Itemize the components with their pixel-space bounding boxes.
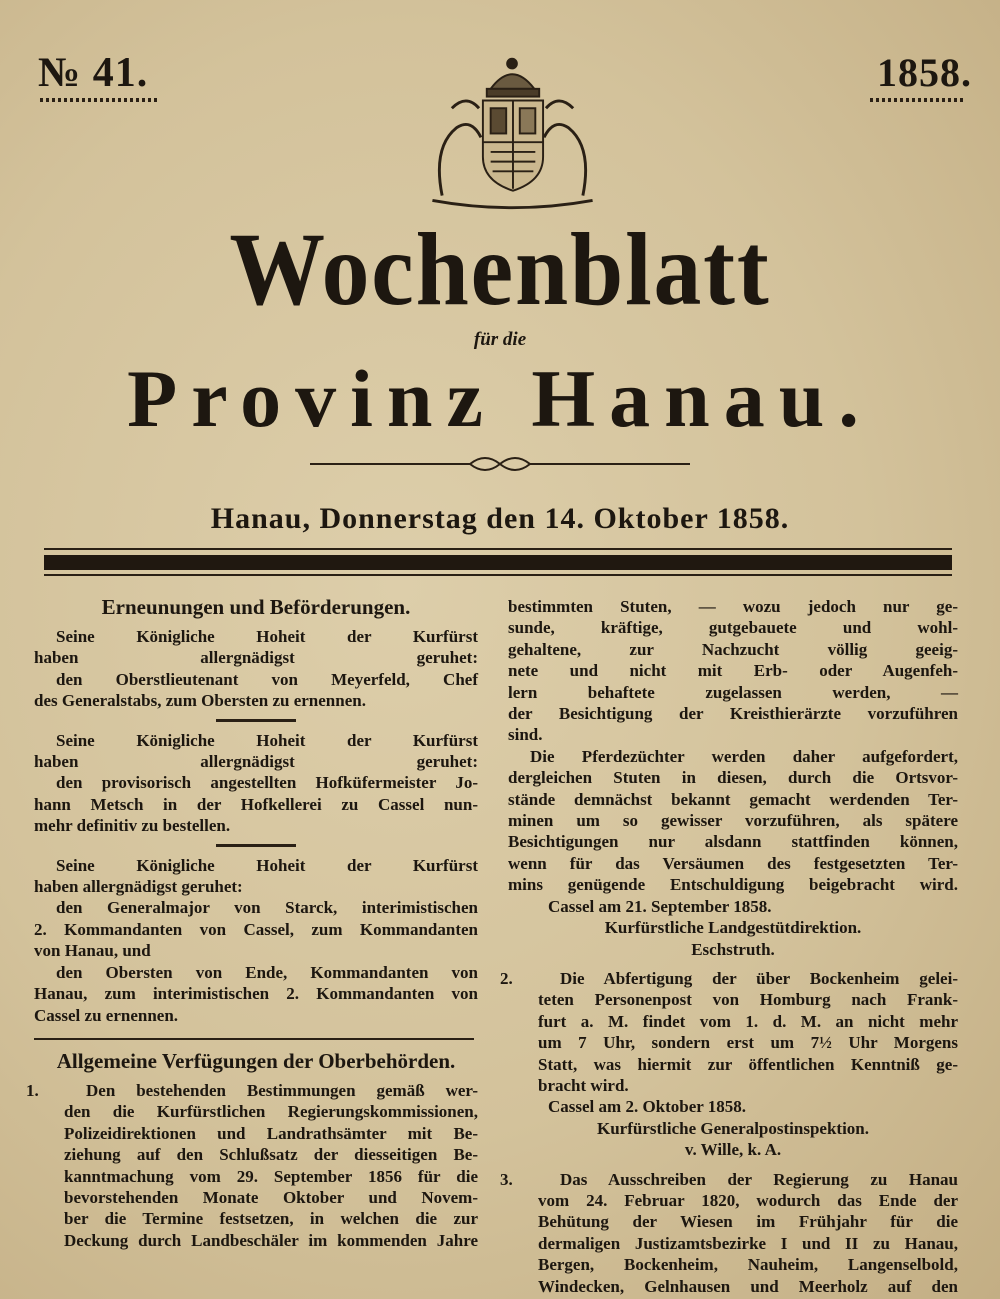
text-line: furt a. M. findet vom 1. d. M. an nicht mehr [538,1011,958,1031]
text-line: vom 24. Februar 1820, wodurch das Ende der [538,1190,958,1210]
text-line: um 7 Uhr, sondern erst um 7½ Uhr Morgens [538,1033,958,1053]
header-rule-thick [44,555,952,570]
signature-line: Kurfürstliche Landgestütdirektion. [604,918,862,938]
place-date-line: Cassel am 21. September 1858. [548,896,772,916]
spacer [508,960,958,968]
numbered-item [500,1169,958,1297]
text-line: lern behaftete zugelassen werden, — [508,682,958,702]
text-line: mehr definitiv zu bestellen. [34,816,231,836]
issue-underline [40,98,160,102]
issue-year: 1858. [877,50,972,95]
title-connector: für die [473,329,527,350]
text-line: 2. Kommandanten von Cassel, zum Kommandanten [34,919,478,939]
text-line: von Hanau, und [34,941,151,961]
text-line: den Oberstlieutenant von Meyerfeld, Chef [56,669,478,689]
paragraph [508,596,958,746]
text-line: Deckung durch Landbeschäler im kommenden Jahre [64,1230,478,1250]
text-line: sunde, kräftige, gutgebauete und wohl- [508,618,958,638]
newspaper-title: Wochenblatt [229,212,771,327]
text-line: ziehung auf den Schlußsatz der diesseitigen Be- [64,1145,478,1165]
text-line: Den bestehenden Bestimmungen gemäß wer- [86,1080,478,1100]
text-line: Polizeidirektionen und Landrathsämter mit Be- [64,1123,478,1143]
text-line: den Obersten von Ende, Kommandanten von [56,962,478,982]
text-line: Seine Königliche Hoheit der Kurfürst [56,855,478,875]
text-line: Besichtigungen nur alsdann stattfinden können, [508,832,958,852]
text-line: Die Pferdezüchter werden daher aufgefordert, [530,746,958,766]
text-line: mins genügende Entschuldigung beigebracht wird. [508,875,958,895]
year-underline [870,98,965,102]
newspaper-subtitle: Provinz Hanau. [127,353,873,444]
numbered-item [500,968,958,1096]
text-line: haben allergnädigst geruhet: [34,877,243,897]
signature-line: Eschstruth. [691,939,775,959]
paragraph [34,855,478,1026]
text-line: den Generalmajor von Starck, interimistischen [56,898,478,918]
item-number: 1. [26,1080,39,1100]
header-rule [44,548,952,550]
text-line: der Besichtigung der Kreisthierärzte vorzuführen [508,704,958,724]
issue-number: № 41. [38,50,149,96]
right-column [500,596,958,1297]
left-column [26,592,478,1251]
text-line: wenn für das Versäumen des festgesetzten Ter- [508,853,958,873]
paragraph [34,730,478,837]
section-divider [216,719,296,722]
text-line: Hanau, zum interimistischen 2. Kommandanten von [34,984,478,1004]
text-line: sind. [508,725,543,745]
place-date-line: Cassel am 2. Oktober 1858. [548,1097,747,1117]
text-line: den die Kurfürstlichen Regierungskommissionen, [64,1102,478,1122]
text-line: Die Abfertigung der über Bockenheim gelei- [560,968,958,988]
section-divider [34,1038,474,1040]
coat-of-arms-icon [420,50,605,215]
item-number: 2. [500,968,513,988]
signature-line: Kurfürstliche Generalpostinspektion. [596,1118,869,1138]
dateline: Hanau, Donnerstag den 14. Oktober 1858. [210,502,790,535]
text-line: den provisorisch angestellten Hofküfermeister Jo- [56,773,478,793]
section-heading: Erneunungen und Beförderungen. [101,595,411,619]
section-divider [216,844,296,847]
ornament-divider-icon [160,452,840,476]
text-line: minen um so gewisser vorzuführen, als spätere [508,811,958,831]
text-line: Bergen, Bockenheim, Nauheim, Langenselbold, [538,1255,958,1275]
text-line: ber die Termine festsetzen, in welchen die zur [64,1209,478,1229]
signature-line: v. Wille, k. A. [684,1140,782,1160]
text-line: Das Ausschreiben der Regierung zu Hanau [560,1169,958,1189]
item-number: 3. [500,1169,513,1189]
spacer [508,1161,958,1169]
text-line: Windecken, Gelnhausen und Meerholz auf den [538,1276,958,1296]
text-line: teten Personenpost von Homburg nach Frank- [538,990,958,1010]
header-rule [44,574,952,576]
text-line: nete und nicht mit Erb- oder Augenfeh- [508,661,958,681]
text-line: dermaligen Justizamtsbezirke I und II zu Hanau, [538,1233,958,1253]
text-line: Seine Königliche Hoheit der Kurfürst [56,627,478,646]
text-line: Statt, was hiermit zur öffentlichen Kenntniß ge- [538,1054,958,1074]
text-line: bevorstehenden Monate Oktober und Novem- [64,1187,478,1207]
text-line: haben allergnädigst geruhet: [34,752,478,772]
text-line: Seine Königliche Hoheit der Kurfürst [56,730,478,750]
text-line: hann Metsch in der Hofkellerei zu Cassel nun- [34,794,478,814]
text-line: haben allergnädigst geruhet: [34,648,478,668]
text-line: kanntmachung vom 29. September 1856 für die [64,1166,478,1186]
text-line: des Generalstabs, zum Obersten zu ernennen. [34,691,366,711]
paragraph [34,626,478,712]
text-line: bracht wird. [538,1075,629,1095]
section-heading: Allgemeine Verfügungen der Oberbehörden. [56,1048,456,1073]
text-line: Behütung der Wiesen im Frühjahr für die [538,1212,958,1232]
text-line: stände demnächst bekannt gemacht werdenden Ter- [508,789,958,809]
text-line: dergleichen Stuten in diesen, durch die Ortsvor- [508,768,958,788]
text-line: bestimmten Stuten, — wozu jedoch nur ge- [508,597,958,616]
numbered-item [26,1080,478,1251]
text-line: Cassel zu ernennen. [34,1005,179,1025]
text-line: gehaltene, zur Nachzucht völlig geeig- [508,639,958,659]
paragraph [508,746,958,896]
